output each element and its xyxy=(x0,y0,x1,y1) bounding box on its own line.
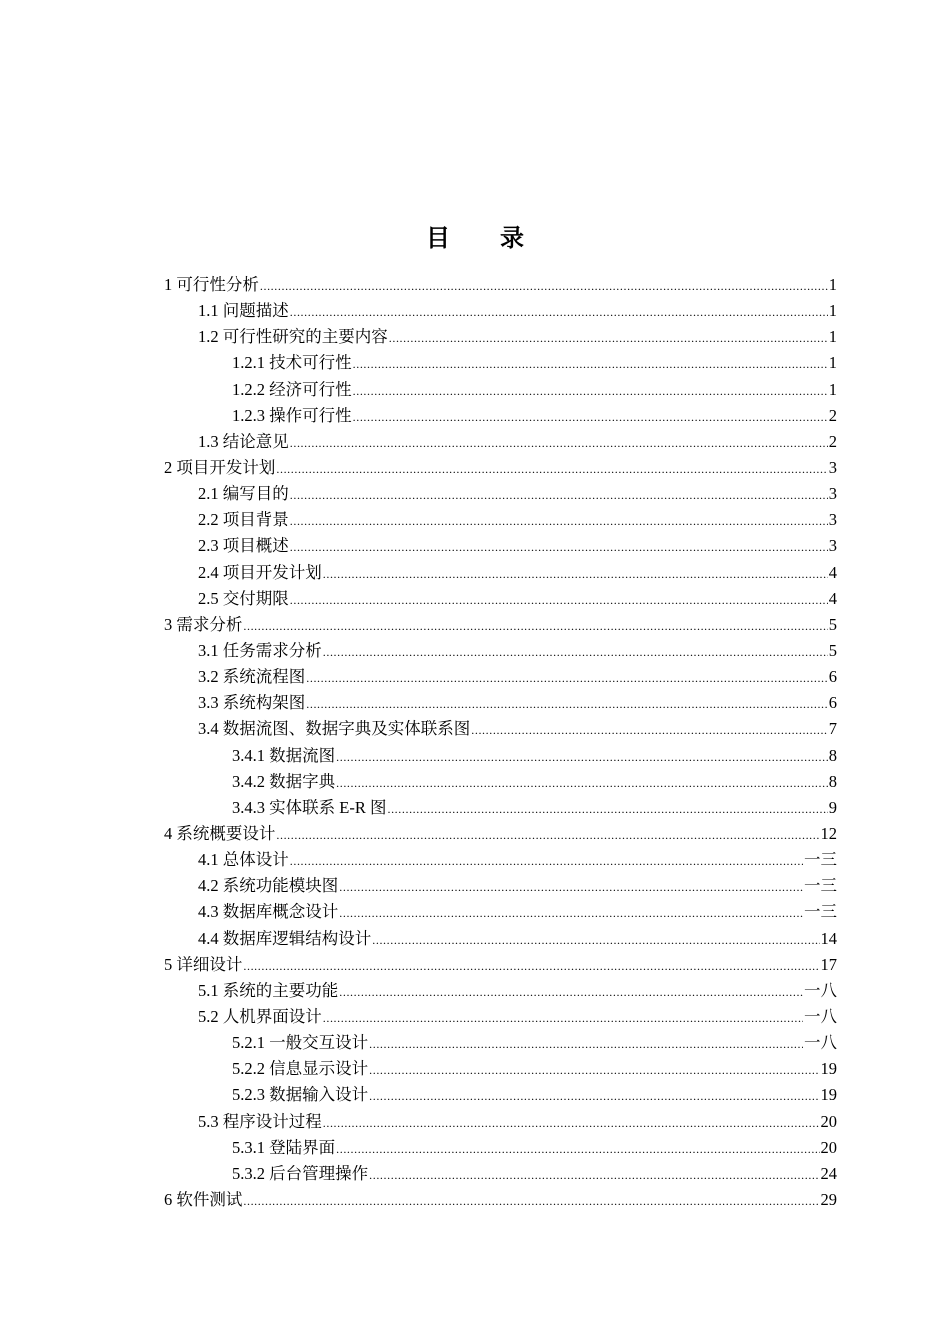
toc-dot-leader xyxy=(369,1162,819,1188)
toc-dot-leader xyxy=(290,508,828,534)
toc-dot-leader xyxy=(353,351,828,377)
toc-entry-label: 5.2.2 信息显示设计 xyxy=(232,1059,369,1079)
toc-entry[interactable] xyxy=(164,1109,837,1135)
toc-dot-leader xyxy=(243,953,819,979)
toc-dot-leader xyxy=(339,874,803,900)
toc-entry-label: 2.3 项目概述 xyxy=(198,536,289,556)
toc-entry-page-number: 12 xyxy=(820,823,837,843)
toc-entry-page-number: 2 xyxy=(828,405,837,425)
toc-dot-leader xyxy=(471,717,828,743)
toc-entry-page-number: 17 xyxy=(820,954,837,974)
toc-entry[interactable] xyxy=(164,586,837,612)
toc-entry-label: 4.2 系统功能模块图 xyxy=(198,876,339,896)
toc-entry-page-number: 一八 xyxy=(804,1006,837,1026)
toc-entry-page-number: 一八 xyxy=(804,1033,837,1053)
toc-entry-page-number: 8 xyxy=(828,745,837,765)
toc-entry-page-number: 14 xyxy=(820,928,837,948)
toc-entry-label: 4 系统概要设计 xyxy=(164,823,276,843)
toc-entry[interactable] xyxy=(164,324,837,350)
toc-entry[interactable] xyxy=(164,1187,837,1213)
toc-entry-label: 1.2.1 技术可行性 xyxy=(232,353,352,373)
toc-entry-label: 4.3 数据库概念设计 xyxy=(198,902,339,922)
toc-entry[interactable] xyxy=(164,952,837,978)
toc-entry-page-number: 9 xyxy=(828,797,837,817)
page-title: 目 录 xyxy=(426,226,546,252)
toc-dot-leader xyxy=(290,430,828,456)
toc-entry[interactable] xyxy=(164,899,837,925)
toc-entry-page-number: 20 xyxy=(820,1137,837,1157)
toc-entry-page-number: 1 xyxy=(828,353,837,373)
toc-entry-label: 3 需求分析 xyxy=(164,614,243,634)
toc-entry[interactable] xyxy=(164,377,837,403)
toc-entry[interactable] xyxy=(164,873,837,899)
toc-dot-leader xyxy=(387,796,827,822)
toc-entry-page-number: 19 xyxy=(820,1059,837,1079)
toc-dot-leader xyxy=(339,979,803,1005)
toc-dot-leader xyxy=(389,325,828,351)
toc-entry-label: 3.3 系统构架图 xyxy=(198,693,306,713)
toc-entry-page-number: 5 xyxy=(828,640,837,660)
toc-entry-label: 5.1 系统的主要功能 xyxy=(198,980,339,1000)
toc-entry-page-number: 19 xyxy=(820,1085,837,1105)
toc-entry[interactable] xyxy=(164,1161,837,1187)
toc-entry[interactable] xyxy=(164,926,837,952)
toc-dot-leader xyxy=(243,1188,819,1214)
toc-entry-label: 5 详细设计 xyxy=(164,954,243,974)
toc-entry-page-number: 3 xyxy=(828,484,837,504)
toc-dot-leader xyxy=(290,534,828,560)
toc-entry-label: 1 可行性分析 xyxy=(164,275,259,294)
toc-entry-label: 5.3.1 登陆界面 xyxy=(232,1137,336,1157)
toc-entry-label: 1.2.2 经济可行性 xyxy=(232,379,352,399)
toc-dot-leader xyxy=(290,848,803,874)
toc-entry-label: 1.3 结论意见 xyxy=(198,431,289,451)
toc-dot-leader xyxy=(369,1057,819,1083)
toc-entry[interactable] xyxy=(164,769,837,795)
toc-entry[interactable] xyxy=(164,638,837,664)
toc-dot-leader xyxy=(369,1083,819,1109)
toc-entry-page-number: 一三 xyxy=(804,850,837,870)
toc-dot-leader xyxy=(243,613,827,639)
toc-dot-leader xyxy=(372,927,819,953)
toc-entry-page-number: 20 xyxy=(820,1111,837,1131)
toc-dot-leader xyxy=(323,639,828,665)
toc-entry-page-number: 4 xyxy=(828,562,837,582)
toc-dot-leader xyxy=(290,299,828,325)
toc-entry-label: 2.5 交付期限 xyxy=(198,588,289,608)
toc-entry-page-number: 3 xyxy=(828,510,837,530)
toc-entry[interactable] xyxy=(164,716,837,742)
toc-entry[interactable] xyxy=(164,978,837,1004)
toc-entry[interactable] xyxy=(164,429,837,455)
toc-entry[interactable] xyxy=(164,533,837,559)
toc-entry-page-number: 1 xyxy=(828,327,837,347)
toc-entry-page-number: 一三 xyxy=(804,902,837,922)
toc-entry-page-number: 1 xyxy=(828,275,837,294)
toc-entry-label: 2 项目开发计划 xyxy=(164,457,276,477)
toc-dot-leader xyxy=(290,482,828,508)
toc-entry-label: 2.2 项目背景 xyxy=(198,510,289,530)
toc-entry-label: 3.1 任务需求分析 xyxy=(198,640,322,660)
toc-dot-leader xyxy=(276,456,827,482)
toc-entry-label: 2.4 项目开发计划 xyxy=(198,562,322,582)
toc-entry[interactable] xyxy=(164,690,837,716)
toc-entry-label: 1.1 问题描述 xyxy=(198,301,289,321)
toc-entry-page-number: 24 xyxy=(820,1163,837,1183)
toc-entry-label: 1.2.3 操作可行性 xyxy=(232,405,352,425)
toc-entry-page-number: 4 xyxy=(828,588,837,608)
table-of-contents xyxy=(164,272,837,1213)
toc-entry[interactable] xyxy=(164,1056,837,1082)
toc-entry-page-number: 6 xyxy=(828,693,837,713)
toc-dot-leader xyxy=(276,822,819,848)
toc-entry-label: 3.2 系统流程图 xyxy=(198,667,306,687)
toc-entry[interactable] xyxy=(164,664,837,690)
toc-dot-leader xyxy=(323,1005,803,1031)
toc-entry[interactable] xyxy=(164,272,837,298)
toc-entry-label: 3.4.2 数据字典 xyxy=(232,771,336,791)
toc-entry[interactable] xyxy=(164,795,837,821)
toc-entry-label: 5.2.3 数据输入设计 xyxy=(232,1085,369,1105)
toc-dot-leader xyxy=(339,900,803,926)
toc-dot-leader xyxy=(306,691,828,717)
toc-entry[interactable] xyxy=(164,1082,837,1108)
toc-entry-page-number: 一八 xyxy=(804,980,837,1000)
toc-entry[interactable] xyxy=(164,455,837,481)
toc-entry-page-number: 一三 xyxy=(804,876,837,896)
toc-entry[interactable] xyxy=(164,403,837,429)
toc-dot-leader xyxy=(336,744,828,770)
toc-entry[interactable] xyxy=(164,1135,837,1161)
toc-dot-leader xyxy=(353,404,828,430)
toc-entry-page-number: 3 xyxy=(828,536,837,556)
toc-entry-label: 2.1 编写目的 xyxy=(198,484,289,504)
toc-entry-label: 3.4.3 实体联系 E-R 图 xyxy=(232,797,387,817)
toc-entry[interactable] xyxy=(164,847,837,873)
toc-entry-page-number: 1 xyxy=(828,379,837,399)
toc-entry[interactable] xyxy=(164,1030,837,1056)
toc-entry[interactable] xyxy=(164,350,837,376)
toc-dot-leader xyxy=(369,1031,803,1057)
toc-entry-page-number: 3 xyxy=(828,457,837,477)
toc-dot-leader xyxy=(323,1110,820,1136)
toc-entry-page-number: 5 xyxy=(828,614,837,634)
toc-entry-page-number: 6 xyxy=(828,667,837,687)
toc-entry[interactable] xyxy=(164,481,837,507)
toc-entry-label: 4.4 数据库逻辑结构设计 xyxy=(198,928,372,948)
toc-entry-label: 3.4 数据流图、数据字典及实体联系图 xyxy=(198,719,471,739)
toc-entry[interactable] xyxy=(164,507,837,533)
toc-dot-leader xyxy=(323,561,828,587)
toc-entry-label: 4.1 总体设计 xyxy=(198,850,289,870)
toc-dot-leader xyxy=(260,273,828,299)
toc-entry-label: 5.3 程序设计过程 xyxy=(198,1111,322,1131)
toc-entry-page-number: 1 xyxy=(828,301,837,321)
toc-entry[interactable] xyxy=(164,1004,837,1030)
toc-dot-leader xyxy=(353,378,828,404)
toc-entry-label: 5.2 人机界面设计 xyxy=(198,1006,322,1026)
toc-dot-leader xyxy=(336,770,828,796)
toc-entry-label: 3.4.1 数据流图 xyxy=(232,745,336,765)
toc-entry[interactable] xyxy=(164,298,837,324)
toc-entry-page-number: 8 xyxy=(828,771,837,791)
toc-entry[interactable] xyxy=(164,560,837,586)
toc-dot-leader xyxy=(290,587,828,613)
toc-dot-leader xyxy=(306,665,828,691)
toc-entry-label: 1.2 可行性研究的主要内容 xyxy=(198,327,388,347)
toc-entry[interactable] xyxy=(164,821,837,847)
toc-entry[interactable] xyxy=(164,743,837,769)
toc-entry-page-number: 2 xyxy=(828,431,837,451)
toc-dot-leader xyxy=(336,1136,819,1162)
toc-entry[interactable] xyxy=(164,612,837,638)
toc-entry-page-number: 29 xyxy=(820,1189,837,1209)
toc-entry-label: 5.3.2 后台管理操作 xyxy=(232,1163,369,1183)
toc-entry-label: 5.2.1 一般交互设计 xyxy=(232,1033,369,1053)
toc-entry-label: 6 软件测试 xyxy=(164,1189,243,1209)
toc-entry-page-number: 7 xyxy=(828,719,837,739)
